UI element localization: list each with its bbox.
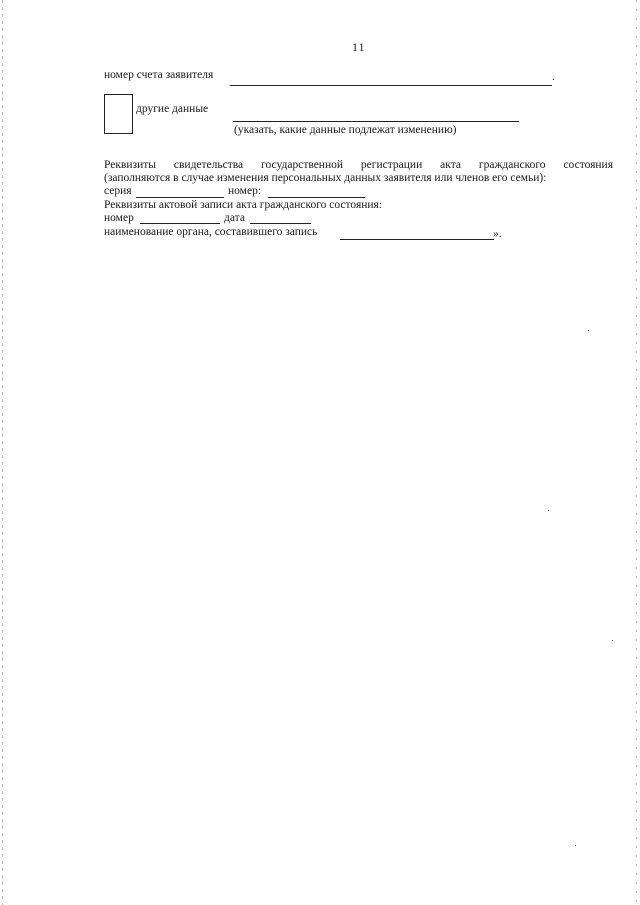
record-authority-field[interactable] [340, 239, 494, 240]
other-data-hint: (указать, какие данные подлежат изменению) [234, 124, 457, 136]
account-number-field[interactable] [230, 85, 552, 86]
other-data-field[interactable] [233, 121, 519, 122]
certificate-number-label: номер: [228, 185, 262, 197]
scan-speck [575, 845, 576, 846]
certificate-number-field[interactable] [268, 197, 365, 198]
record-number-label: номер [104, 212, 134, 224]
record-date-field[interactable] [250, 223, 311, 224]
record-number-field[interactable] [140, 223, 220, 224]
scan-speck [612, 640, 613, 641]
account-number-label: номер счета заявителя [104, 69, 214, 81]
other-data-checkbox[interactable] [104, 94, 133, 134]
certificate-series-label: серия [104, 185, 132, 197]
other-data-label: другие данные [136, 103, 209, 115]
certificate-series-field[interactable] [136, 197, 224, 198]
scan-edge-right [636, 0, 637, 905]
record-heading: Реквизиты актовой записи акта гражданского состояния: [104, 199, 383, 211]
account-number-end-mark: . [552, 71, 555, 83]
scan-speck [548, 510, 549, 511]
page-number: 11 [352, 40, 366, 54]
certificate-note: (заполняются в случае изменения персональных данных заявителя или членов его семьи): [104, 172, 547, 184]
record-authority-label: наименование органа, составившего запись [104, 226, 318, 238]
scan-edge-left [2, 0, 3, 905]
scan-speck [588, 330, 589, 331]
certificate-heading: Реквизиты свидетельства государственной регистрации акта гражданского состояния [104, 159, 613, 171]
record-end-mark: ». [493, 228, 502, 240]
record-date-label: дата [224, 212, 245, 224]
